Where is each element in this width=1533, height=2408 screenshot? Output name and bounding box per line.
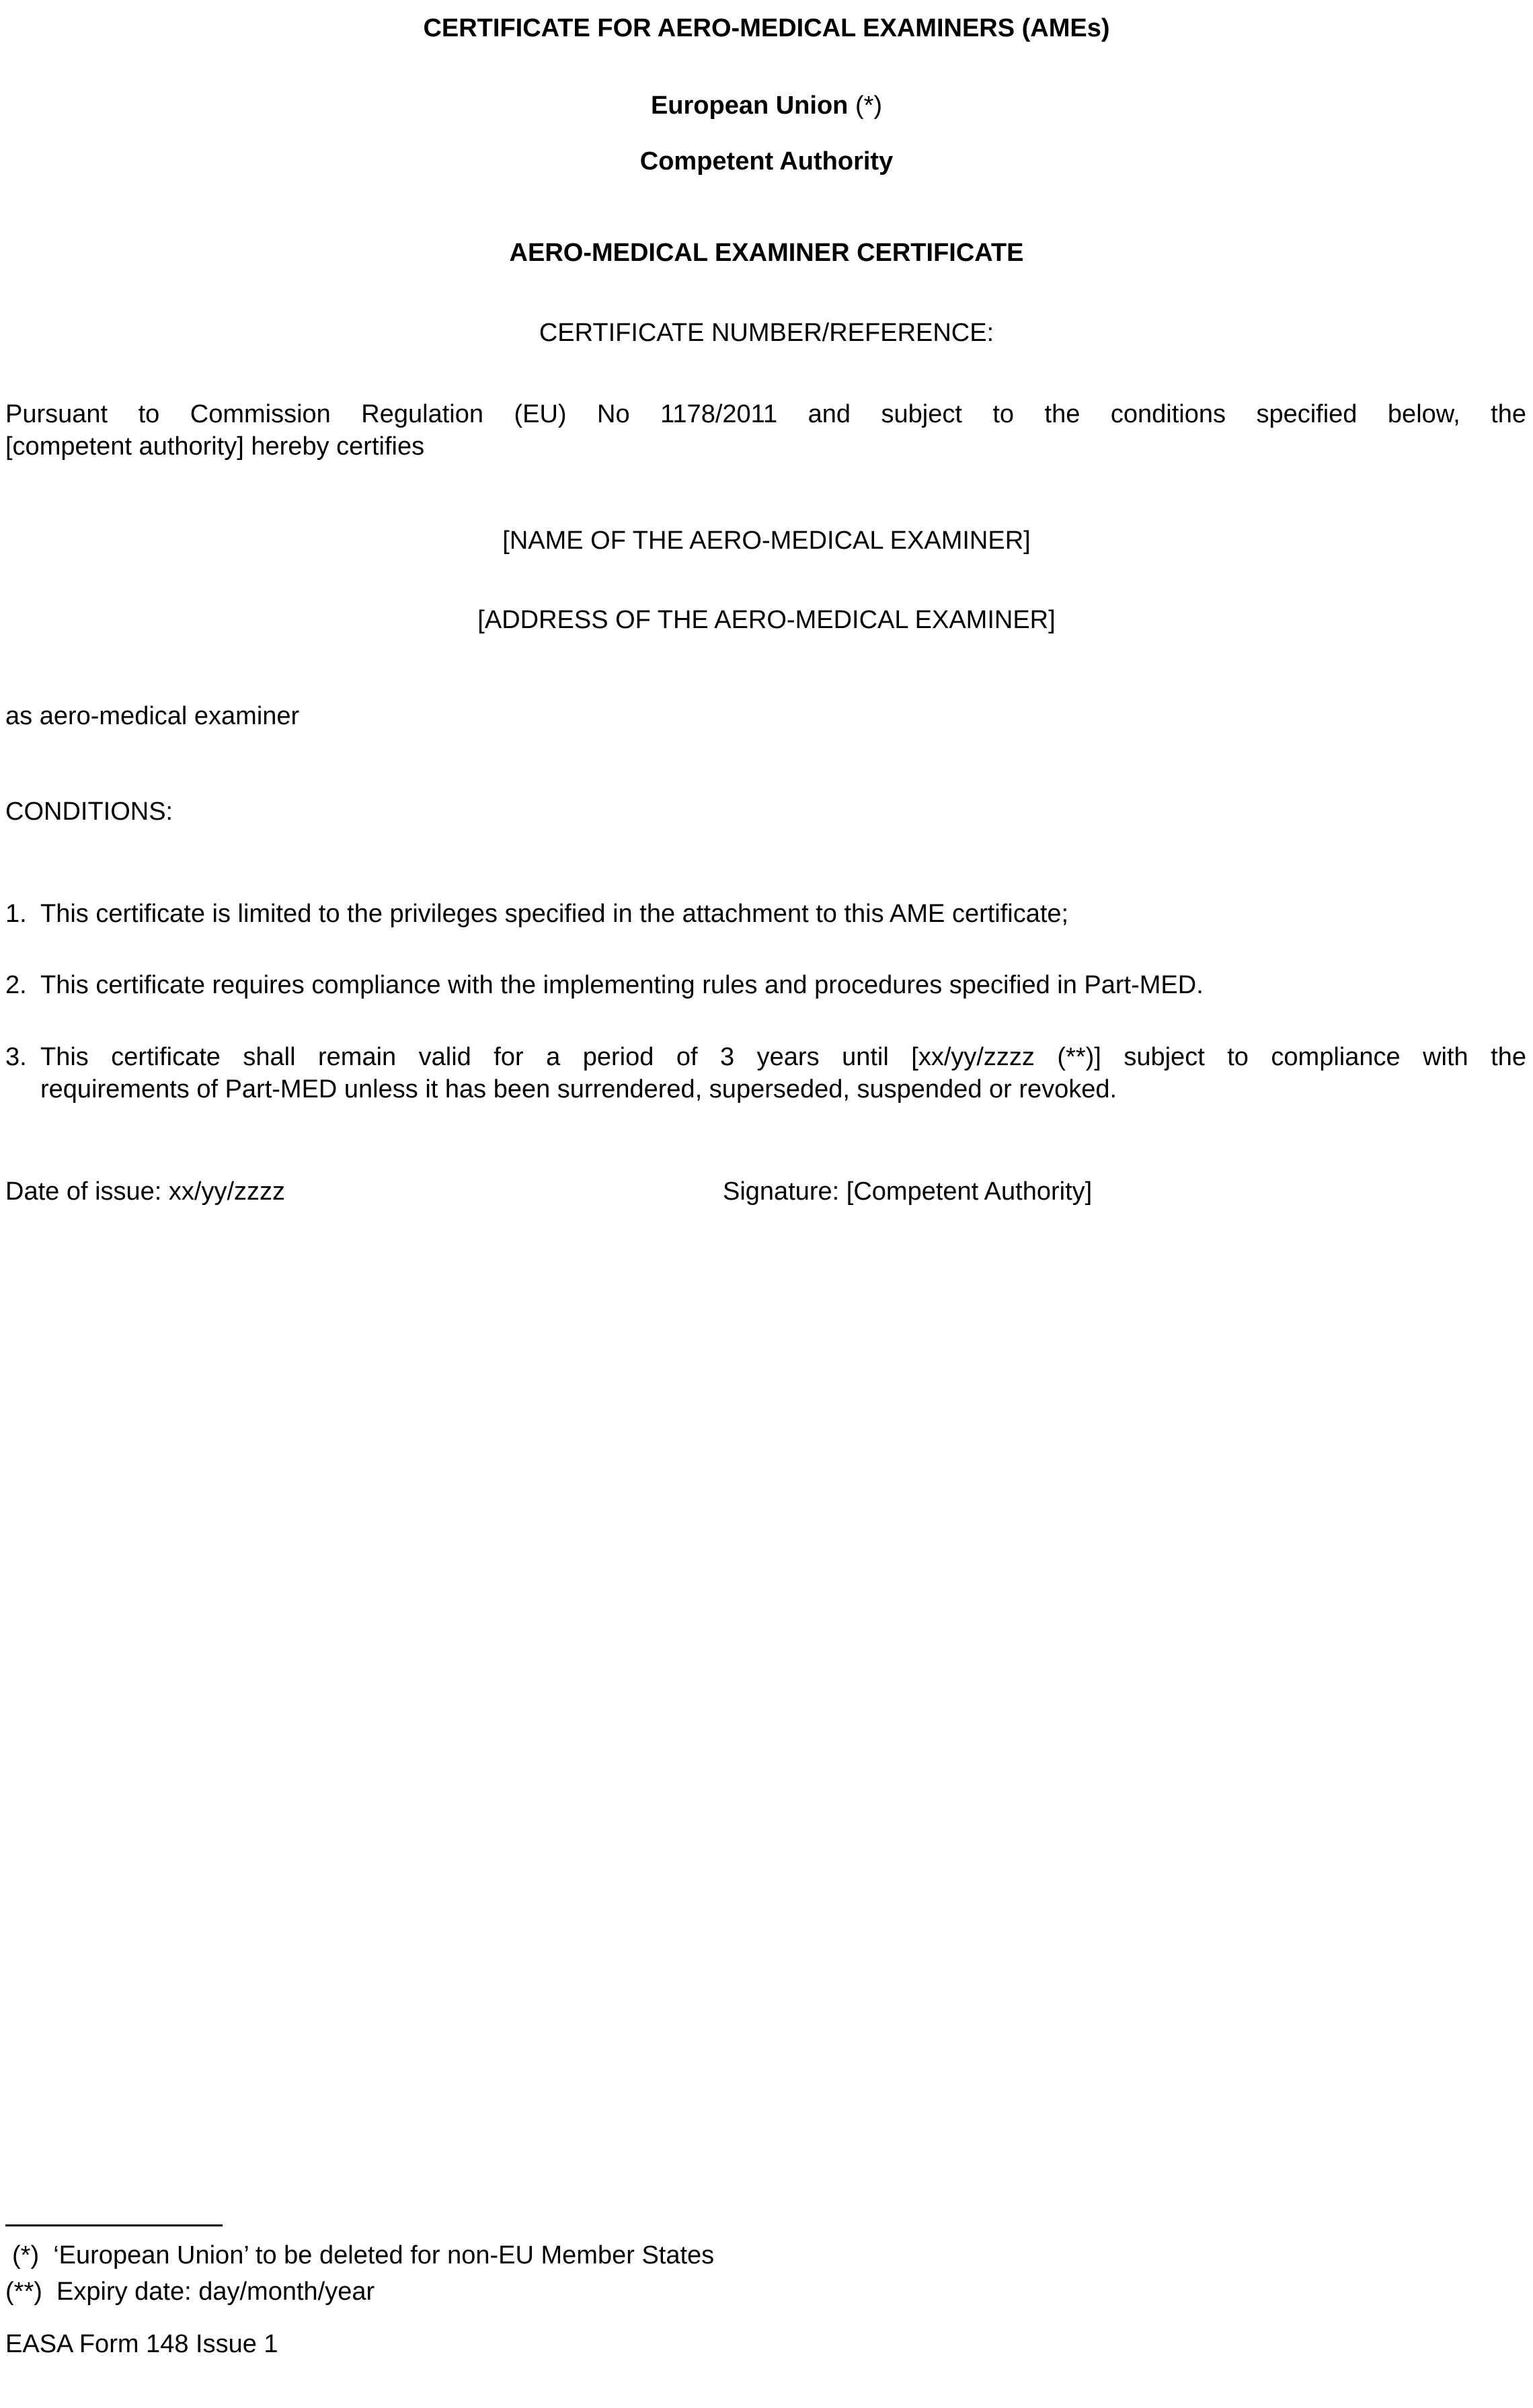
footnote-mark: (**)	[5, 2278, 42, 2306]
eu-footnote-ref: (*)	[855, 91, 883, 120]
competent-authority: Competent Authority	[639, 147, 894, 176]
condition-number: 2.	[5, 971, 27, 999]
footnote-mark: (*)	[12, 2241, 40, 2269]
condition-text: This certificate requires compliance with the implementing rules and procedures specified in Part-MED.	[40, 971, 1204, 999]
condition-text-line-2: requirements of Part-MED unless it has been surrendered, superseded, suspended or revoked.	[40, 1075, 1117, 1103]
date-of-issue: Date of issue: xx/yy/zzzz	[5, 1177, 286, 1206]
conditions-heading: CONDITIONS:	[5, 798, 173, 826]
footnote-text: Expiry date: day/month/year	[56, 2278, 375, 2306]
pursuant-line-1: Pursuant to Commission Regulation (EU) No 1178/2011 and subject to the conditions specified below, the	[5, 400, 1526, 428]
as-examiner-line: as aero-medical examiner	[5, 702, 300, 730]
footnote-divider	[5, 2224, 223, 2226]
certificate-title: AERO-MEDICAL EXAMINER CERTIFICATE	[509, 239, 1024, 267]
footnote-1	[12, 2239, 714, 2271]
examiner-address-placeholder: [ADDRESS OF THE AERO-MEDICAL EXAMINER]	[477, 606, 1056, 634]
condition-text: This certificate is limited to the privileges specified in the attachment to this AME certificate;	[40, 900, 1069, 928]
condition-item-1	[5, 898, 1526, 930]
eu-label: European Union	[650, 91, 849, 120]
footnote-text: ‘European Union’ to be deleted for non-EU Member States	[53, 2241, 715, 2269]
certificate-number-reference: CERTIFICATE NUMBER/REFERENCE:	[539, 319, 994, 347]
eu-line	[0, 89, 1533, 122]
main-title: CERTIFICATE FOR AERO-MEDICAL EXAMINERS (AMEs)	[423, 14, 1110, 42]
condition-text-line-1: This certificate shall remain valid for a period of 3 years until [xx/yy/zzzz (**)] subject to compliance with the	[40, 1043, 1526, 1071]
signature-line: Signature: [Competent Authority]	[723, 1177, 1093, 1206]
condition-item-2	[5, 969, 1526, 1001]
condition-number: 1.	[5, 900, 27, 928]
condition-item-3	[5, 1041, 1526, 1105]
form-identifier: EASA Form 148 Issue 1	[5, 2330, 278, 2358]
examiner-name-placeholder: [NAME OF THE AERO-MEDICAL EXAMINER]	[502, 527, 1031, 555]
condition-number: 3.	[5, 1043, 27, 1071]
pursuant-line-2: [competent authority] hereby certifies	[5, 432, 425, 461]
footnote-2	[5, 2276, 375, 2308]
